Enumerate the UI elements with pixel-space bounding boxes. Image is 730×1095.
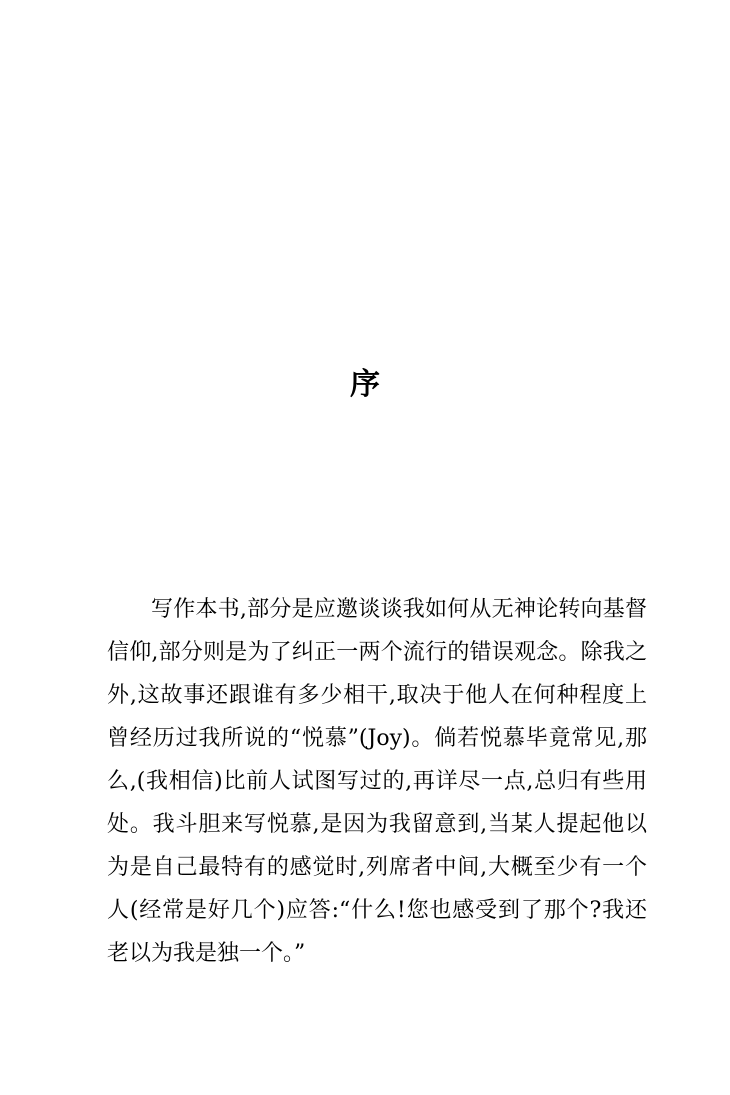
- page-title: 序: [350, 367, 380, 403]
- preface-paragraph: 写作本书,部分是应邀谈谈我如何从无神论转向基督信仰,部分则是为了纠正一两个流行的错误观念。除我之外,这故事还跟谁有多少相干,取决于他人在何种程度上曾经历过我所说的“悦慕”(Joy)。倘若悦慕毕竟常见,那么,(我相信)比前人试图写过的,再详尽一点,总归有些用处。我斗胆来写悦慕,是因为我留意到,当某人提起他以为是自己最特有的感觉时,列席者中间,大概至少有一个人(经常是好几个)应答:“什么!您也感受到了那个?我还老以为我是独一个。”: [107, 597, 647, 966]
